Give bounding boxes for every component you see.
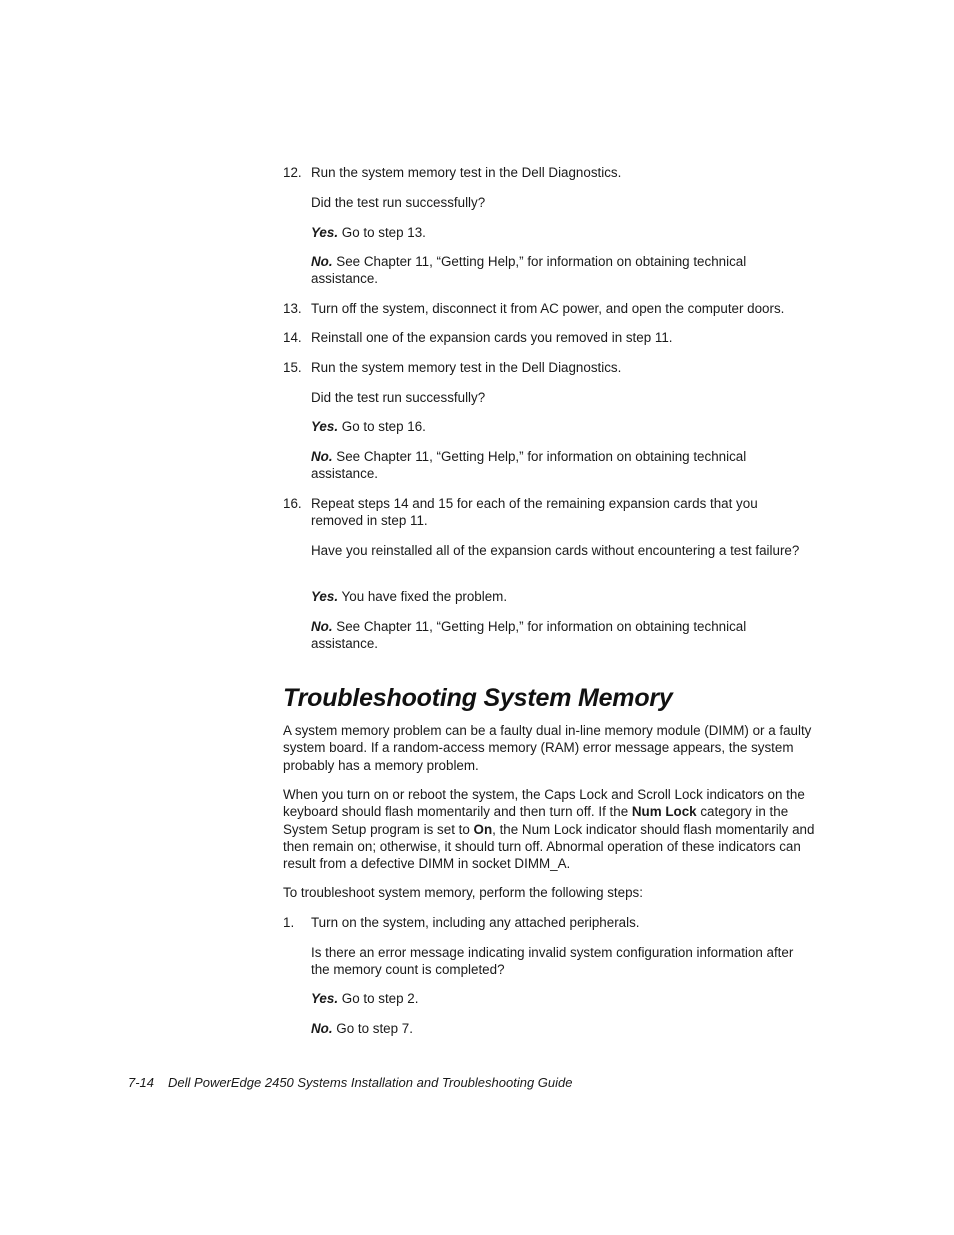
step-text: Run the system memory test in the Dell Diagnostics. [311,360,622,375]
step-16 [283,495,823,530]
step-text: Turn on the system, including any attached peripherals. [311,915,640,930]
step-13 [283,300,823,317]
yes-text: Go to step 16. [338,419,426,434]
step-number: 14. [283,330,302,345]
yes-label: Yes. [311,419,339,434]
step-15 [283,359,823,376]
step-number: 12. [283,165,302,180]
step-14 [283,329,823,346]
body-paragraph-1: A system memory problem can be a faulty dual in-line memory module (DIMM) or a faulty system board. If a random-access memory (RAM) error message appears, the system probably has a memory problem. [283,723,812,773]
no-answer [311,618,801,653]
page-footer [128,1074,572,1091]
step-text: Repeat steps 14 and 15 for each of the remaining expansion cards that you removed in step 11. [311,496,758,529]
no-label: No. [311,1021,333,1036]
no-answer [311,1020,801,1037]
body-paragraph-3: To troubleshoot system memory, perform the following steps: [283,885,643,900]
section-heading: Troubleshooting System Memory [283,684,673,712]
step-12 [283,164,823,181]
yes-answer [311,418,801,435]
yes-answer [311,990,801,1007]
num-lock-term: Num Lock [631,804,697,820]
yes-label: Yes. [311,225,339,240]
step-question: Did the test run successfully? [311,390,486,405]
footer-title: Dell PowerEdge 2450 Systems Installation and Troubleshooting Guide [168,1075,573,1090]
step-number: 15. [283,360,302,375]
step-text: Turn off the system, disconnect it from AC power, and open the computer doors. [311,301,785,316]
step-1 [283,914,823,931]
yes-label: Yes. [311,589,339,604]
no-label: No. [311,449,333,464]
paragraph-text: When you turn on or reboot the system, the Caps Lock and Scroll Lock indicators on the keyboard should flash momentarily and then turn off. If the [283,787,805,820]
yes-text: You have fixed the problem. [338,589,508,604]
yes-label: Yes. [311,991,339,1006]
yes-answer [311,588,801,605]
no-text: Go to step 7. [332,1021,413,1036]
yes-text: Go to step 2. [338,991,419,1006]
step-number: 1. [283,915,295,930]
step-text: Run the system memory test in the Dell Diagnostics. [311,165,622,180]
no-text: See Chapter 11, “Getting Help,” for information on obtaining technical assistance. [311,619,747,652]
no-text: See Chapter 11, “Getting Help,” for information on obtaining technical assistance. [311,254,747,287]
step-text: Reinstall one of the expansion cards you removed in step 11. [311,330,673,345]
body-paragraph-2 [283,786,823,872]
page-number: 7-14 [128,1075,155,1090]
step-question: Have you reinstalled all of the expansion cards without encountering a test failure? [311,543,800,558]
yes-answer [311,224,801,241]
step-number: 13. [283,301,302,316]
no-answer [311,448,801,483]
no-label: No. [311,619,333,634]
no-text: See Chapter 11, “Getting Help,” for information on obtaining technical assistance. [311,449,747,482]
step-question: Did the test run successfully? [311,195,486,210]
yes-text: Go to step 13. [338,225,426,240]
no-label: No. [311,254,333,269]
step-number: 16. [283,496,302,511]
step-question: Is there an error message indicating invalid system configuration information after the memory count is completed? [311,945,794,978]
on-term: On [473,821,493,837]
paragraph-text: category in the System Setup program is set to [283,804,789,837]
no-answer [311,253,801,288]
paragraph-text: , the Num Lock indicator should flash momentarily and then remain on; otherwise, it should turn off. Abnormal operation of these indicators can result from a defective DIMM in socket DIMM_A. [283,821,815,872]
